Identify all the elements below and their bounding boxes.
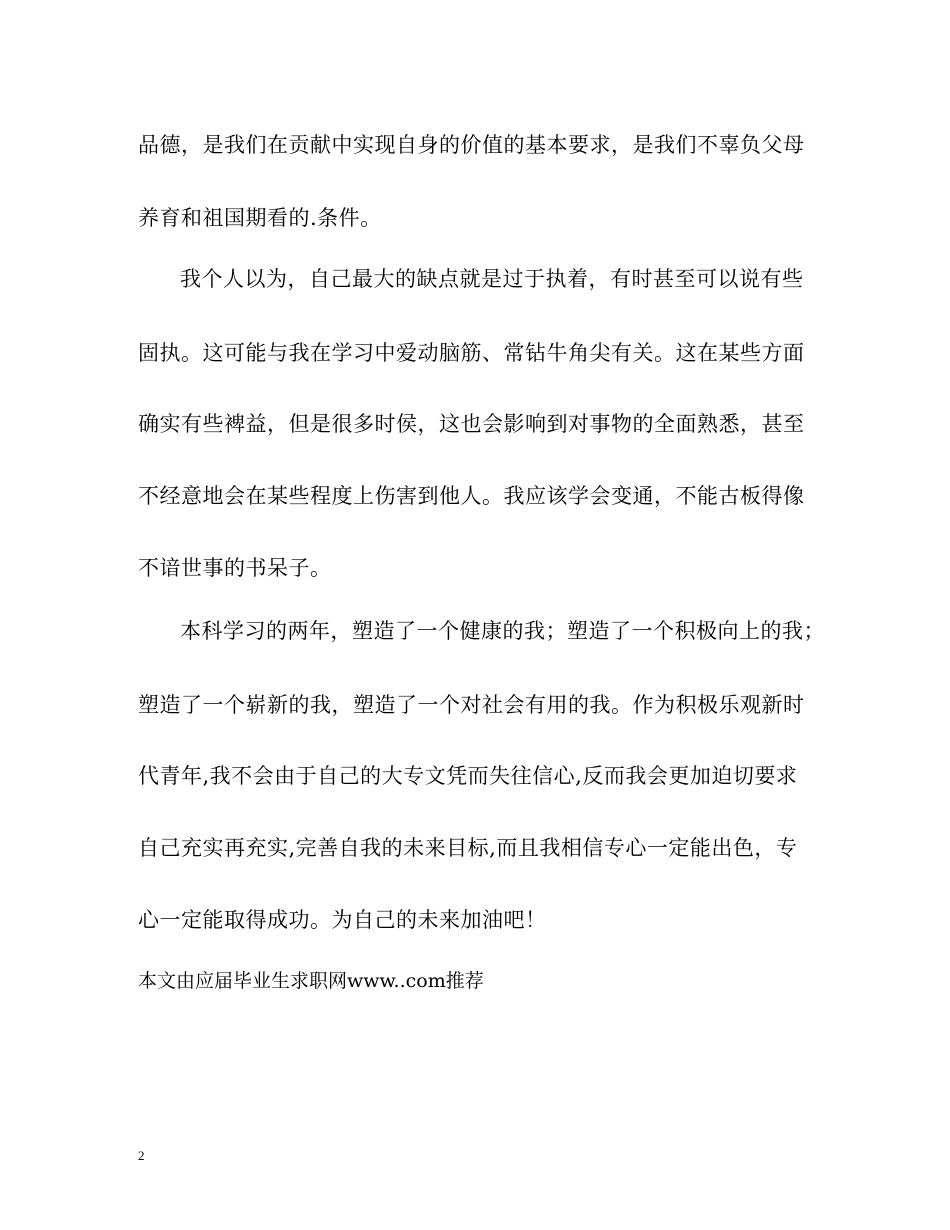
recommendation-note: 本文由应届毕业生求职网www..com推荐 bbox=[138, 970, 484, 992]
paragraph-line: 代青年,我不会由于自己的大专文凭而失往信心,反而我会更加迫切要求 bbox=[138, 764, 798, 788]
paragraph-line: 不经意地会在某些程度上伤害到他人。我应该学会变通，不能古板得像 bbox=[138, 484, 805, 508]
paragraph-line: 自己充实再充实,完善自我的未来目标,而且我相信专心一定能出色，专 bbox=[138, 836, 798, 860]
paragraph-line: 本科学习的两年，塑造了一个健康的我；塑造了一个积极向上的我； bbox=[180, 619, 825, 643]
paragraph-line: 品德，是我们在贡献中实现自身的价值的基本要求，是我们不辜负父母 bbox=[138, 133, 805, 157]
page-number: 2 bbox=[138, 1148, 145, 1163]
paragraph-line: 塑造了一个崭新的我，塑造了一个对社会有用的我。作为积极乐观新时 bbox=[138, 693, 805, 717]
paragraph-line: 我个人以为，自己最大的缺点就是过于执着，有时甚至可以说有些 bbox=[180, 267, 804, 291]
paragraph-line: 养育和祖国期看的.条件。 bbox=[138, 206, 382, 230]
paragraph-line: 确实有些裨益，但是很多时侯，这也会影响到对事物的全面熟悉，甚至 bbox=[138, 412, 805, 436]
paragraph-line: 心一定能取得成功。为自己的未来加油吧！ bbox=[138, 908, 547, 932]
paragraph-line: 固执。这可能与我在学习中爱动脑筋、常钻牛角尖有关。这在某些方面 bbox=[138, 341, 805, 365]
paragraph-line: 不谙世事的书呆子。 bbox=[138, 556, 332, 580]
